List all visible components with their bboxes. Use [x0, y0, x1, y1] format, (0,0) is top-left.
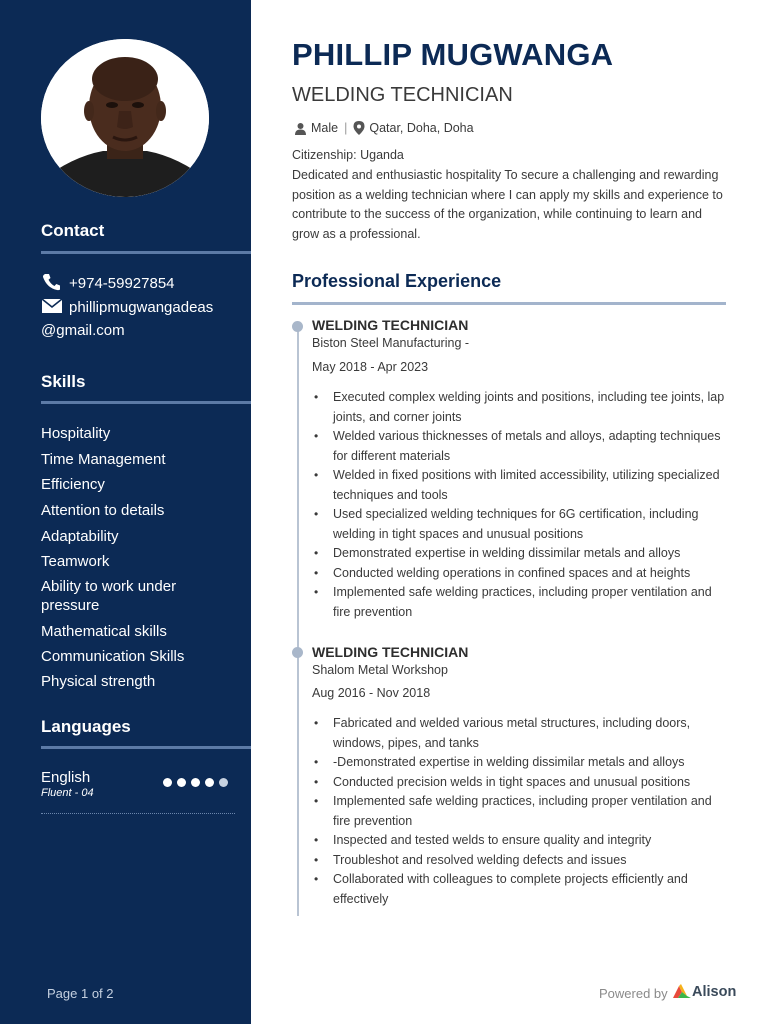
phone-number[interactable]: +974-59927854	[69, 274, 175, 292]
powered-by-label: Powered by	[599, 986, 668, 1001]
job-dates: Aug 2016 - Nov 2018	[312, 686, 431, 700]
profile-summary: Dedicated and enthusiastic hospitality To secure a challenging and rewarding position as a welding technician where I can apply my skills and experience to contribute to the success of the organization, while continuing to learn and grow as a professional.	[292, 168, 723, 242]
citizenship: Citizenship: Uganda	[292, 148, 404, 162]
rating-dot	[177, 778, 186, 787]
bullet-item: • Inspected and tested welds to ensure quality and integrity	[312, 831, 728, 851]
job-bullets	[312, 388, 728, 622]
timeline-dot	[292, 321, 303, 332]
timeline-line	[297, 326, 299, 916]
bullet-item: • Implemented safe welding practices, including proper ventilation and fire prevention	[312, 792, 728, 831]
timeline-dot	[292, 647, 303, 658]
bullet-item: • Troubleshot and resolved welding defects and issues	[312, 851, 728, 871]
bullet-item: • Used specialized welding techniques for 6G certification, including welding in tight spaces and unusual positions	[312, 505, 728, 544]
location-pin-icon	[353, 121, 365, 135]
language-level: Fluent - 04	[41, 787, 94, 799]
job-bullets	[312, 714, 728, 909]
language-name: English	[41, 769, 91, 786]
bullet-item: • Implemented safe welding practices, including proper ventilation and fire prevention	[312, 583, 728, 622]
person-icon	[294, 122, 307, 135]
language-rating	[163, 774, 233, 792]
bullet-item: • Collaborated with colleagues to complete projects efficiently and effectively	[312, 870, 728, 909]
location: Qatar, Doha, Doha	[369, 121, 474, 135]
contact-divider	[41, 251, 251, 254]
personal-meta	[294, 121, 474, 135]
bullet-item: • Conducted welding operations in confined spaces and at heights	[312, 564, 728, 584]
skill-item: Physical strength	[41, 673, 156, 690]
job-title: WELDING TECHNICIAN	[312, 644, 469, 660]
alison-logo[interactable]	[673, 984, 736, 1000]
email-row	[41, 298, 213, 318]
bullet-item: • Fabricated and welded various metal structures, including doors, windows, pipes, and tanks	[312, 714, 728, 753]
rating-dot	[163, 778, 172, 787]
rating-dot	[191, 778, 200, 787]
sidebar	[0, 0, 251, 1024]
bullet-item: • Executed complex welding joints and positions, including tee joints, lap joints, and corner joints	[312, 388, 728, 427]
skill-item: Mathematical skills	[41, 623, 167, 640]
company-name: Biston Steel Manufacturing -	[312, 336, 470, 350]
experience-divider	[292, 302, 726, 305]
skill-item: Time Management	[41, 451, 166, 468]
job-title: WELDING TECHNICIAN	[312, 317, 469, 333]
bullet-item: • Welded in fixed positions with limited accessibility, utilizing specialized techniques and tools	[312, 466, 728, 505]
skill-item: Ability to work under pressure	[41, 578, 177, 614]
page-number: Page 1 of 2	[47, 986, 114, 1001]
job-title: WELDING TECHNICIAN	[292, 84, 513, 106]
alison-logo-icon	[673, 984, 691, 998]
profile-photo-image	[41, 39, 209, 197]
gender: Male	[311, 121, 339, 135]
contact-heading: Contact	[41, 221, 105, 240]
mail-icon	[41, 298, 61, 318]
skill-item: Hospitality	[41, 425, 111, 442]
email-line-2[interactable]: @gmail.com	[41, 322, 125, 339]
candidate-name: PHILLIP MUGWANGA	[292, 37, 614, 72]
skill-item: Efficiency	[41, 476, 105, 493]
bullet-item: • Welded various thicknesses of metals and alloys, adapting techniques for different materials	[312, 427, 728, 466]
bullet-item: • -Demonstrated expertise in welding dissimilar metals and alloys	[312, 753, 728, 773]
languages-heading: Languages	[41, 717, 131, 736]
experience-heading: Professional Experience	[292, 271, 502, 291]
language-divider	[41, 813, 235, 814]
skill-item: Teamwork	[41, 553, 110, 570]
meta-separator: |	[344, 121, 348, 135]
company-name: Shalom Metal Workshop	[312, 663, 448, 677]
job-dates: May 2018 - Apr 2023	[312, 360, 429, 374]
bullet-item: • Conducted precision welds in tight spaces and unusual positions	[312, 773, 728, 793]
skill-item: Adaptability	[41, 528, 119, 545]
skills-heading: Skills	[41, 372, 86, 391]
skill-item: Communication Skills	[41, 648, 185, 665]
phone-row	[41, 273, 175, 295]
profile-photo	[41, 39, 209, 197]
bullet-item: • Demonstrated expertise in welding dissimilar metals and alloys	[312, 544, 728, 564]
skill-item: Attention to details	[41, 502, 165, 519]
rating-dot	[205, 778, 214, 787]
rating-dot	[219, 778, 228, 787]
email-line-1[interactable]: phillipmugwangadeas	[69, 298, 214, 316]
languages-divider	[41, 746, 251, 749]
alison-brand: Alison	[692, 984, 737, 1000]
skills-divider	[41, 401, 251, 404]
phone-icon	[41, 273, 61, 295]
